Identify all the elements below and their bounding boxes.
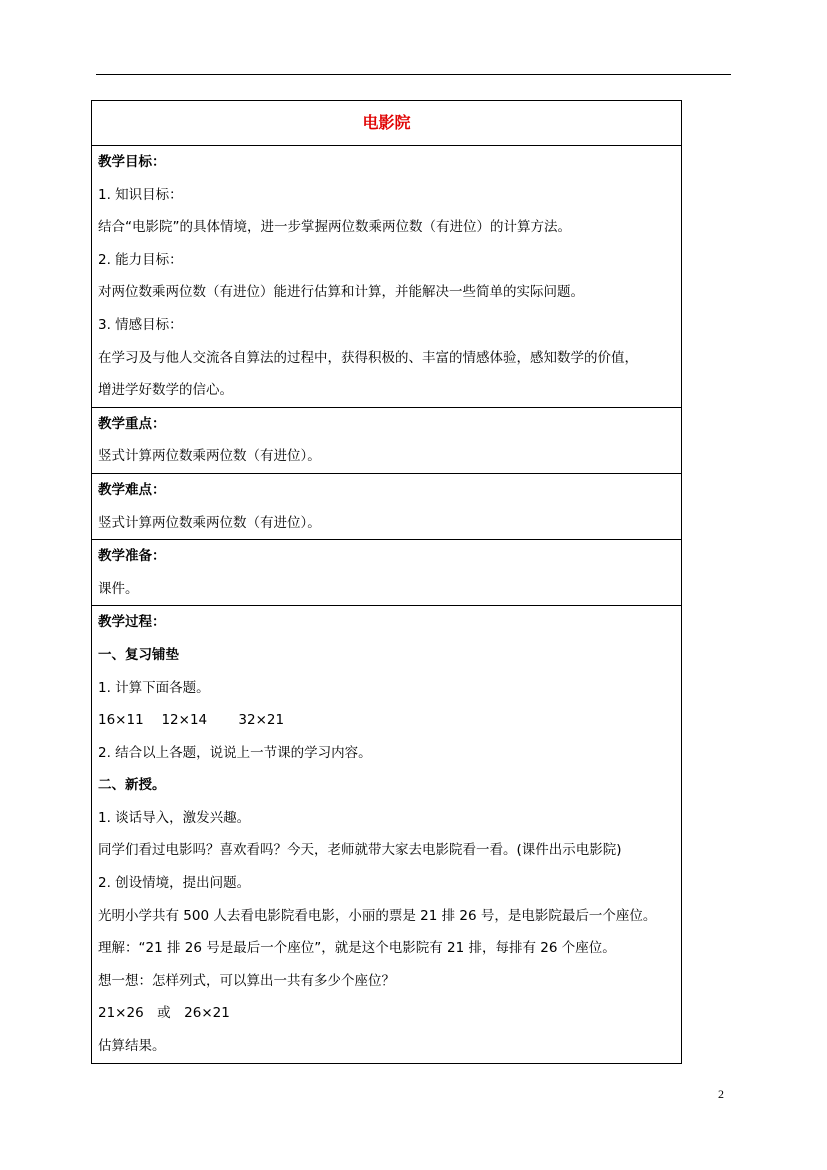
difficulties-line: 竖式计算两位数乘两位数（有进位）。 xyxy=(98,514,321,531)
new-lesson-line: 同学们看过电影吗？喜欢看吗？今天，老师就带大家去电影院看一看。(课件出示电影院) xyxy=(98,842,622,859)
page-number: 2 xyxy=(718,1087,724,1101)
header-rule xyxy=(96,74,731,75)
new-lesson-line: 1. 谈话导入，激发兴趣。 xyxy=(98,809,251,826)
objective-line: 3. 情感目标： xyxy=(98,316,183,333)
new-lesson-line: 估算结果。 xyxy=(98,1038,166,1055)
new-lesson-line: 21×26 或 26×21 xyxy=(98,1005,230,1022)
objective-line: 结合“电影院”的具体情境，进一步掌握两位数乘两位数（有进位）的计算方法。 xyxy=(98,219,571,236)
objective-line: 对两位数乘两位数（有进位）能进行估算和计算，并能解决一些简单的实际问题。 xyxy=(98,284,584,301)
new-lesson-heading: 二、新授。 xyxy=(98,777,166,794)
new-lesson-line: 光明小学共有 500 人去看电影院看电影，小丽的票是 21 排 26 号，是电影院最后一个座位。 xyxy=(98,907,657,924)
preparation-section xyxy=(92,540,681,606)
objective-line: 2. 能力目标： xyxy=(98,251,183,268)
review-heading: 一、复习铺垫 xyxy=(98,646,179,663)
objective-line: 增进学好数学的信心。 xyxy=(98,382,233,399)
objectives-section xyxy=(92,146,681,408)
review-line: 16×11 12×14 32×21 xyxy=(98,712,285,729)
difficulties-section xyxy=(92,474,681,540)
lesson-plan-table xyxy=(91,100,682,1064)
new-lesson-line: 理解：“21 排 26 号是最后一个座位”，就是这个电影院有 21 排，每排有 26 个座位。 xyxy=(98,940,616,957)
key-points-section xyxy=(92,408,681,474)
review-line: 1. 计算下面各题。 xyxy=(98,679,210,696)
objective-line: 1. 知识目标： xyxy=(98,186,183,203)
new-lesson-line: 想一想：怎样列式，可以算出一共有多少个座位？ xyxy=(98,972,395,989)
new-lesson-line: 2. 创设情境，提出问题。 xyxy=(98,875,251,892)
lesson-title: 电影院 xyxy=(92,101,681,146)
key-points-heading: 教学重点： xyxy=(98,415,166,432)
process-heading: 教学过程： xyxy=(98,614,166,631)
key-points-line: 竖式计算两位数乘两位数（有进位）。 xyxy=(98,448,321,465)
review-line: 2. 结合以上各题，说说上一节课的学习内容。 xyxy=(98,744,372,761)
objectives-heading: 教学目标： xyxy=(98,154,166,170)
difficulties-heading: 教学难点： xyxy=(98,481,166,498)
preparation-heading: 教学准备： xyxy=(98,548,166,565)
objective-line: 在学习及与他人交流各自算法的过程中，获得积极的、丰富的情感体验，感知数学的价值， xyxy=(98,349,638,366)
preparation-line: 课件。 xyxy=(98,580,139,597)
process-section xyxy=(92,606,681,1062)
